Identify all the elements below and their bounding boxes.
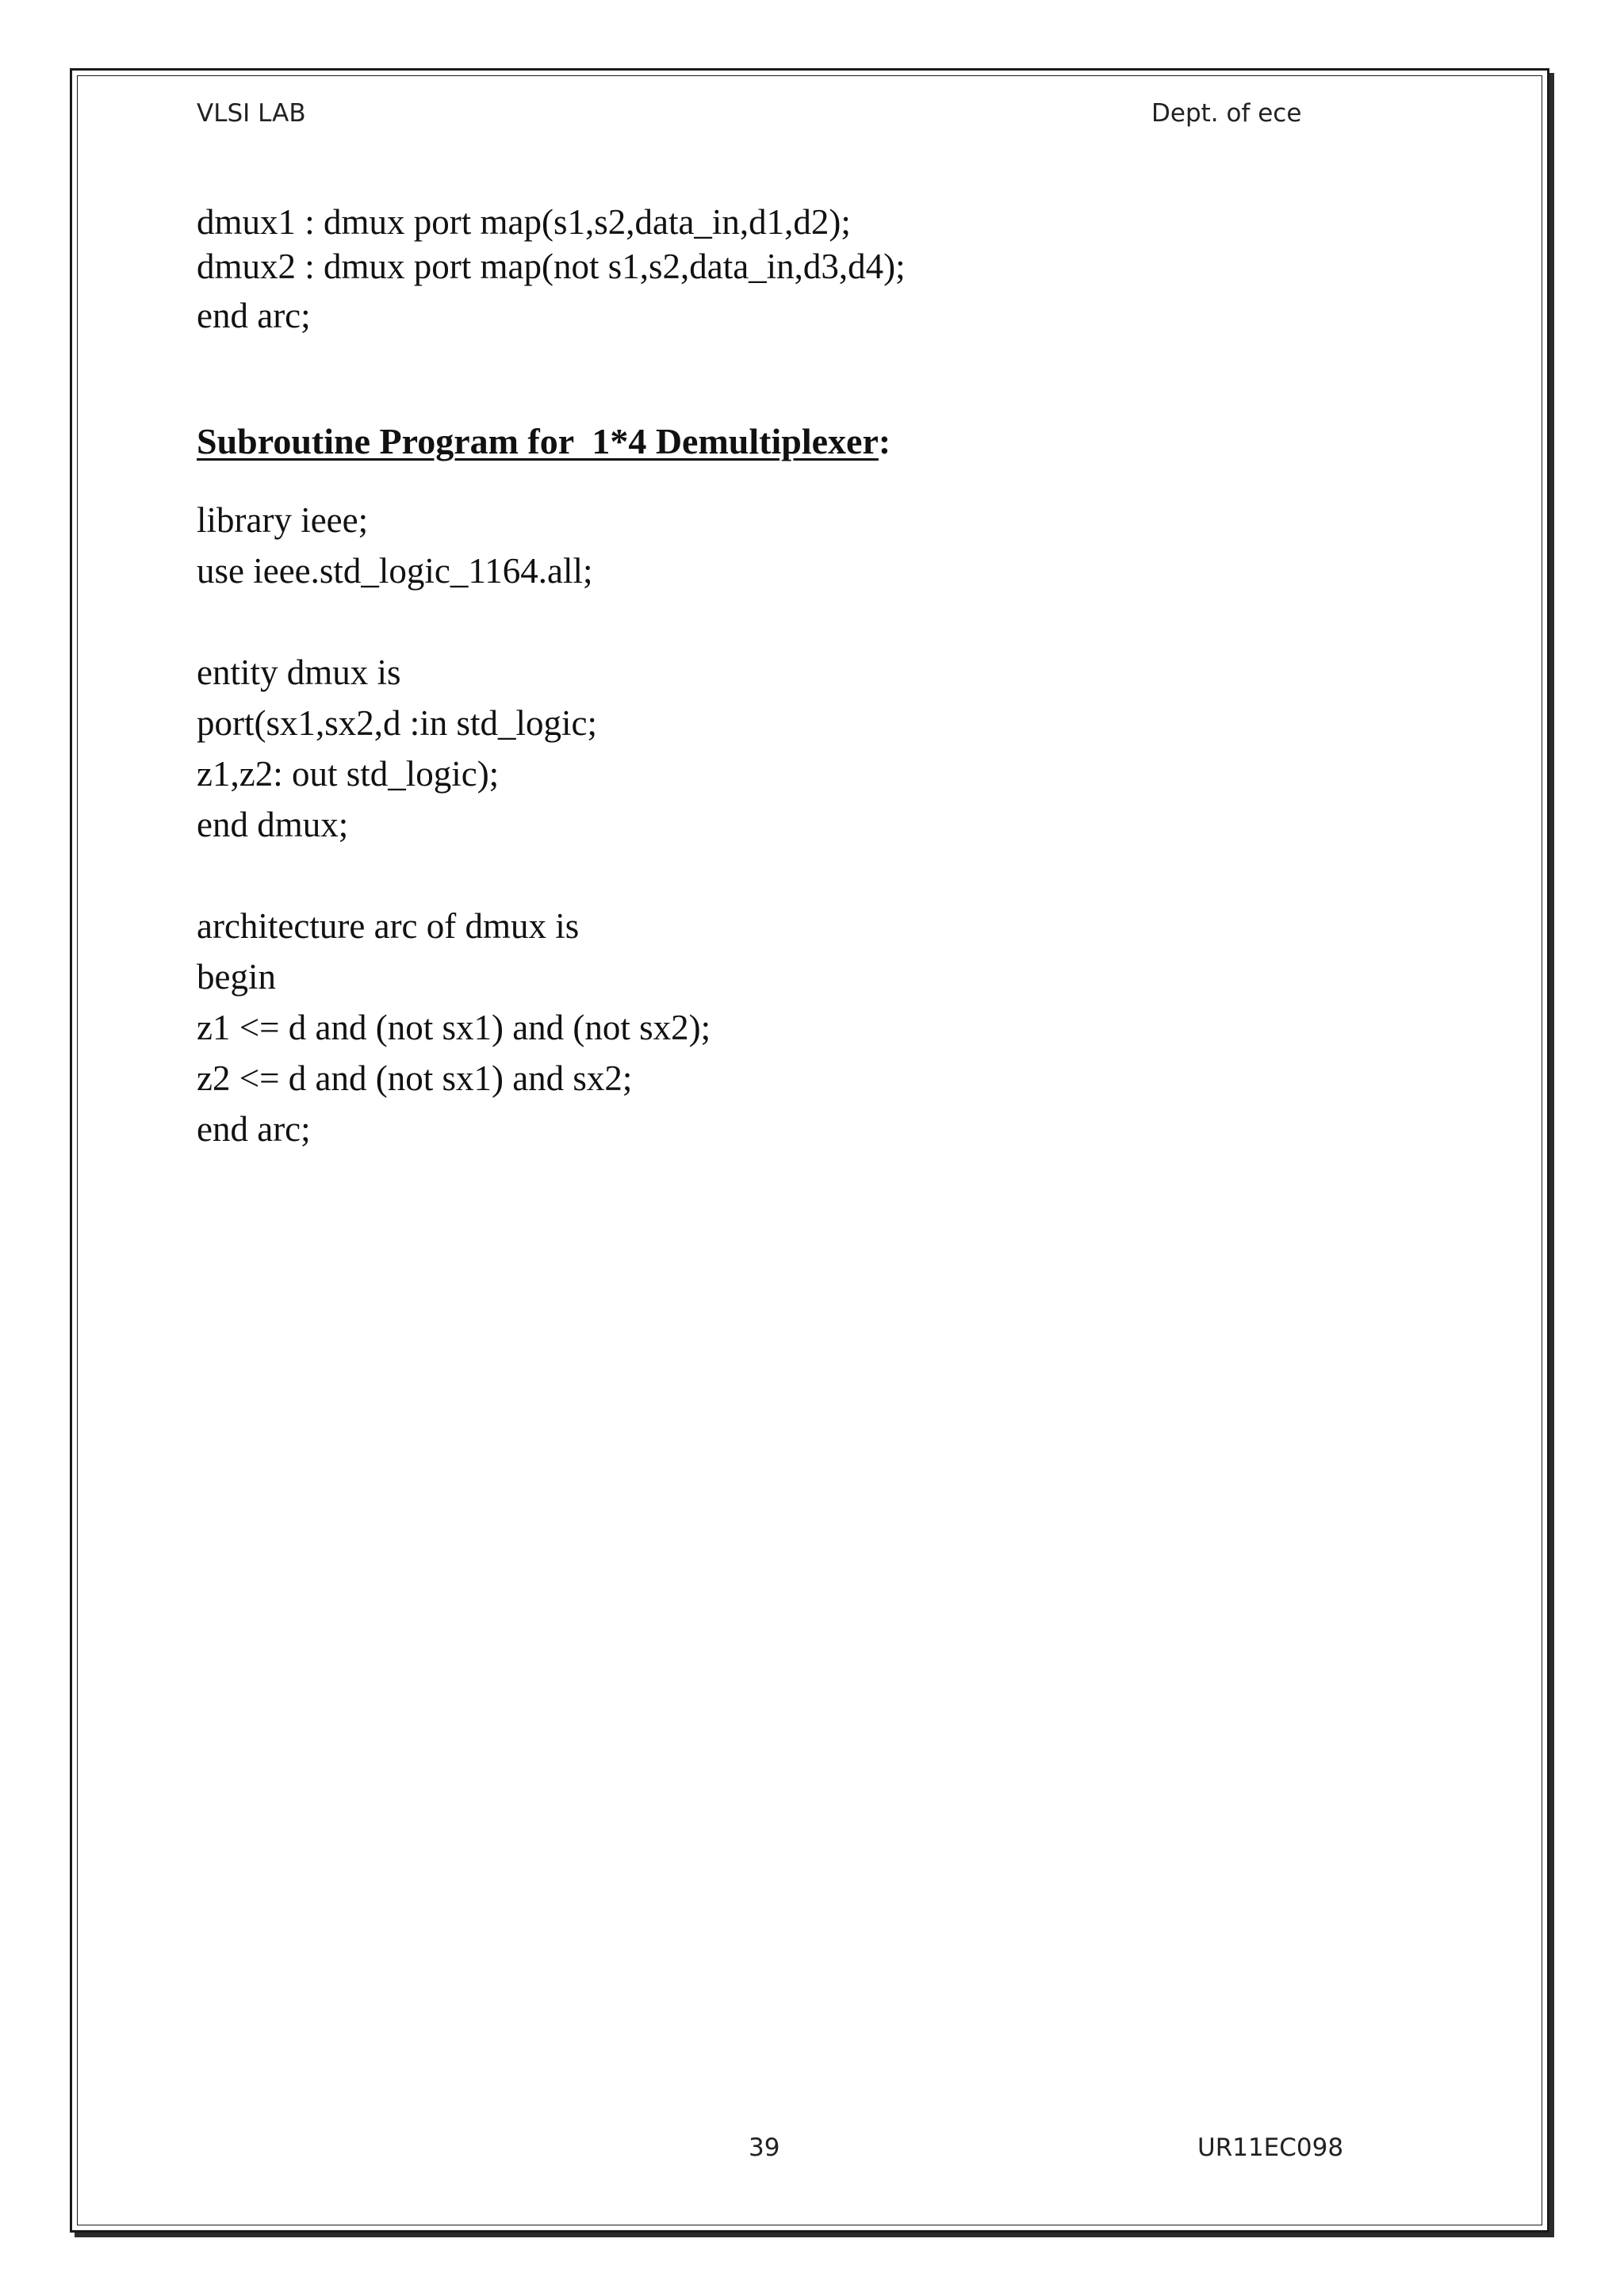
header-lab-title: VLSI LAB [197,99,306,128]
code-line: end dmux; [197,805,349,844]
page-border [70,68,1549,2233]
code-line: z1,z2: out std_logic); [197,754,500,794]
header-department: Dept. of ece [1151,99,1302,128]
code-line: begin [197,957,276,997]
code-line: use ieee.std_logic_1164.all; [197,551,593,591]
code-line: entity dmux is [197,652,401,692]
footer-page-number: 39 [749,2133,780,2162]
code-line: dmux1 : dmux port map(s1,s2,data_in,d1,d2); [197,202,851,242]
section-heading-title: Subroutine Program for 1*4 Demultiplexer [197,421,879,461]
code-line: z2 <= d and (not sx1) and sx2; [197,1058,633,1098]
page-border-inner [77,75,1542,2225]
code-line: architecture arc of dmux is [197,906,580,946]
code-line: port(sx1,sx2,d :in std_logic; [197,703,597,743]
code-line: dmux2 : dmux port map(not s1,s2,data_in,d3,d4); [197,247,906,286]
code-line: end arc; [197,1109,311,1149]
footer-roll-number: UR11EC098 [1197,2133,1344,2162]
section-heading-colon: : [878,421,891,461]
code-line: end arc; [197,296,311,335]
code-line: library ieee; [197,500,369,540]
section-heading [197,423,891,460]
code-line: z1 <= d and (not sx1) and (not sx2); [197,1008,711,1047]
